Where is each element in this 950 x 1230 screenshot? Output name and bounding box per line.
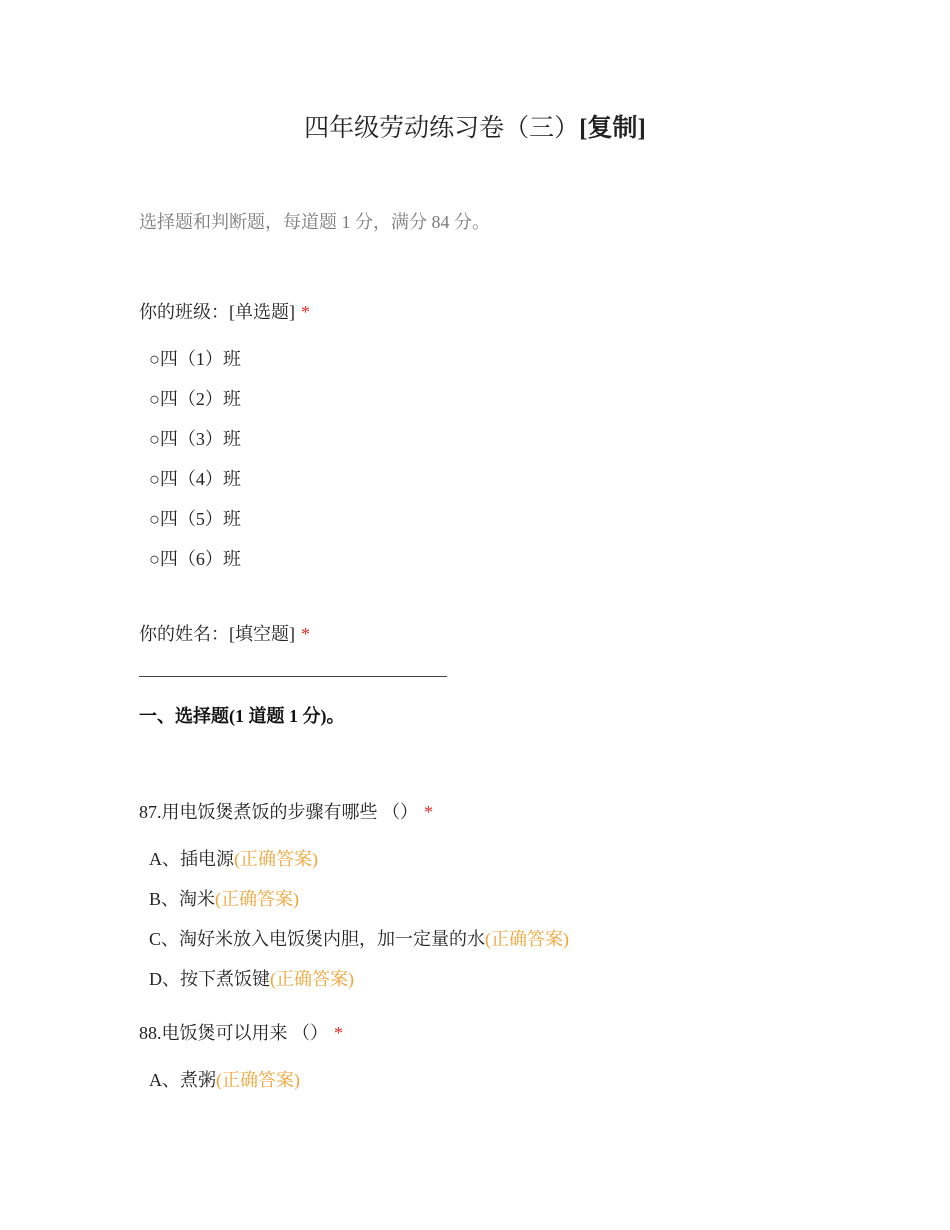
required-mark: *: [334, 1023, 343, 1043]
question-87-option-b[interactable]: [149, 885, 299, 911]
intro-text: 选择题和判断题，每道题 1 分，满分 84 分。: [139, 212, 490, 232]
question-87-option-d[interactable]: [149, 965, 354, 991]
class-option-label: 四（6）班: [159, 549, 241, 569]
required-mark: *: [424, 802, 433, 822]
question-88-option-a[interactable]: [149, 1066, 300, 1092]
radio-icon[interactable]: ○: [149, 389, 160, 409]
class-option-label: 四（3）班: [159, 429, 241, 449]
class-option-3[interactable]: [149, 425, 241, 451]
option-text: B、淘米: [149, 889, 216, 909]
class-option-label: 四（1）班: [159, 349, 241, 369]
correct-answer-tag: (正确答案): [215, 889, 300, 909]
page-title: [0, 108, 950, 144]
correct-answer-tag: (正确答案): [485, 929, 570, 949]
section-heading: 一、选择题(1 道题 1 分)。: [139, 706, 345, 726]
radio-icon[interactable]: ○: [149, 549, 160, 569]
question-88-title: [139, 1019, 343, 1045]
class-option-2[interactable]: [149, 385, 241, 411]
required-mark: *: [301, 624, 310, 644]
class-option-4[interactable]: [149, 465, 241, 491]
option-text: A、煮粥: [149, 1070, 216, 1090]
class-question-label: 你的班级：: [139, 302, 229, 322]
correct-answer-tag: (正确答案): [216, 1070, 300, 1090]
question-87-option-c[interactable]: [149, 925, 569, 951]
class-option-label: 四（5）班: [159, 509, 241, 529]
correct-answer-tag: (正确答案): [270, 969, 354, 989]
required-mark: *: [301, 302, 310, 322]
name-answer-blank[interactable]: [139, 676, 447, 677]
question-87-option-a[interactable]: [149, 845, 318, 871]
class-question-title: [139, 298, 310, 324]
question-text: 88.电饭煲可以用来 （）: [139, 1023, 328, 1043]
option-text: D、按下煮饭键: [149, 969, 270, 989]
radio-icon[interactable]: ○: [149, 429, 160, 449]
radio-icon[interactable]: ○: [149, 469, 160, 489]
class-option-label: 四（4）班: [159, 469, 241, 489]
class-question-type: [单选题]: [229, 302, 295, 322]
name-question-title: [139, 620, 310, 646]
radio-icon[interactable]: ○: [149, 509, 160, 529]
question-text: 87.用电饭煲煮饭的步骤有哪些 （）: [139, 802, 418, 822]
option-text: A、插电源: [149, 849, 234, 869]
page-title-suffix: [复制]: [579, 115, 646, 142]
page-title-main: 四年级劳动练习卷（三）: [304, 115, 580, 142]
name-question-type: [填空题]: [229, 624, 295, 644]
class-option-5[interactable]: [149, 505, 241, 531]
class-option-label: 四（2）班: [159, 389, 241, 409]
question-87-title: [139, 798, 433, 824]
option-text: C、淘好米放入电饭煲内胆，加一定量的水: [149, 929, 486, 949]
radio-icon[interactable]: ○: [149, 349, 160, 369]
correct-answer-tag: (正确答案): [234, 849, 318, 869]
class-option-6[interactable]: [149, 545, 241, 571]
name-question-label: 你的姓名：: [139, 624, 229, 644]
class-option-1[interactable]: [149, 345, 241, 371]
